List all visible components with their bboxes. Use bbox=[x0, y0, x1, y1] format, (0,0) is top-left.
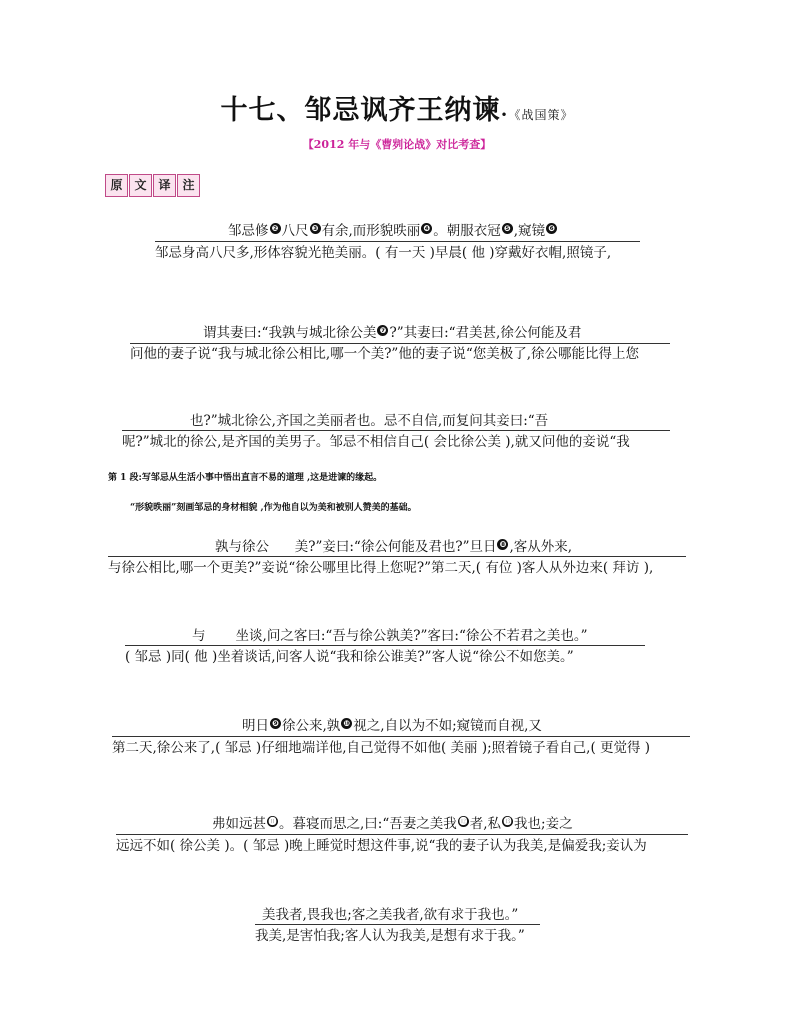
note-marker: ❺ bbox=[502, 223, 513, 234]
note-marker: ⓬ bbox=[459, 817, 468, 826]
text-segment: 徐公来,孰 bbox=[282, 718, 341, 734]
original-line bbox=[262, 906, 518, 924]
note-marker: ❿ bbox=[341, 718, 352, 729]
note-marker: ⓭ bbox=[503, 817, 512, 826]
translation-line: 与徐公相比,哪一个更美?”妾说“徐公哪里比得上您呢?”第二天,( 有位 )客人从外边来( 拜访 ), bbox=[108, 560, 654, 576]
note-marker: ⓫ bbox=[268, 817, 277, 826]
line-rule bbox=[130, 343, 670, 344]
line-rule bbox=[116, 834, 688, 835]
translation-line: 我美,是害怕我;客人认为我美,是想有求于我。” bbox=[255, 928, 525, 944]
lesson-title-text: 十七、邹忌讽齐王纳谏 bbox=[220, 95, 501, 126]
section-tag-char: 注 bbox=[177, 174, 200, 197]
text-segment: ,客从外来, bbox=[509, 539, 573, 555]
text-segment: 邹忌修 bbox=[228, 223, 269, 239]
text-segment: 谓其妻曰:“我孰与城北徐公美 bbox=[203, 325, 377, 341]
original-line bbox=[212, 815, 573, 833]
translation-line: 远远不如( 徐公美 )。( 邹忌 )晚上睡觉时想这件事,说“我的妻子认为我美,是偏爱我;妾认为 bbox=[116, 838, 647, 854]
text-segment: 我也;妾之 bbox=[514, 816, 573, 832]
text-segment: ,窥镜 bbox=[513, 223, 546, 239]
lesson-source: •《战国策》 bbox=[500, 108, 574, 122]
text-segment: 明日 bbox=[242, 718, 269, 734]
text-segment: 与 坐谈,问之客曰:“吾与徐公孰美?”客曰:“徐公不若君之美也。” bbox=[192, 628, 588, 644]
text-segment: 有余,而形貌昳丽 bbox=[321, 223, 421, 239]
paragraph-note: 第 1 段:写邹忌从生活小事中悟出直言不易的道理 ,这是进谏的缘起。 bbox=[108, 473, 383, 483]
section-tag-char: 译 bbox=[153, 174, 176, 197]
note-marker: ❷ bbox=[270, 223, 281, 234]
original-line bbox=[228, 222, 558, 240]
exam-note: 【2012 年与《曹刿论战》对比考查】 bbox=[302, 138, 492, 151]
original-line bbox=[242, 717, 542, 735]
translation-line: 问他的妻子说“我与城北徐公相比,哪一个美?”他的妻子说“您美极了,徐公哪能比得上您 bbox=[130, 346, 640, 362]
phrase-note: “形貌昳丽”刻画邹忌的身材相貌 ,作为他自以为美和被别人赞美的基础。 bbox=[130, 503, 417, 513]
line-rule bbox=[125, 645, 645, 646]
translation-line: 第二天,徐公来了,( 邹忌 )仔细地端详他,自己觉得不如他( 美丽 );照着镜子看自己,( 更觉得 ) bbox=[112, 740, 651, 756]
note-marker: ❽ bbox=[497, 539, 508, 550]
text-segment: 弗如远甚 bbox=[212, 816, 266, 832]
note-marker: ❼ bbox=[377, 325, 388, 336]
note-marker: ❸ bbox=[310, 223, 321, 234]
line-rule bbox=[112, 736, 690, 737]
original-line bbox=[203, 324, 581, 342]
text-segment: 。朝服衣冠 bbox=[433, 223, 501, 239]
text-segment: 者,私 bbox=[469, 816, 502, 832]
line-rule bbox=[255, 924, 540, 925]
note-marker: ❹ bbox=[421, 223, 432, 234]
text-segment: 美我者,畏我也;客之美我者,欲有求于我也。” bbox=[262, 907, 519, 923]
translation-line: 邹忌身高八尺多,形体容貌光艳美丽。( 有一天 )早晨( 他 )穿戴好衣帽,照镜子, bbox=[155, 245, 612, 261]
original-line bbox=[215, 538, 572, 556]
text-segment: 。暮寝而思之,曰:“吾妻之美我 bbox=[279, 816, 457, 832]
section-tag-char: 原 bbox=[105, 174, 128, 197]
translation-line: ( 邹忌 )同( 他 )坐着谈话,问客人说“我和徐公谁美?”客人说“徐公不如您美。” bbox=[125, 649, 574, 665]
text-segment: 孰与徐公 美?”妾曰:“徐公何能及君也?”旦日 bbox=[215, 539, 497, 555]
line-rule bbox=[108, 556, 686, 557]
lesson-title bbox=[0, 88, 794, 127]
text-segment: 也?”城北徐公,齐国之美丽者也。忌不自信,而复问其妾曰:“吾 bbox=[190, 413, 549, 429]
text-segment: 视之,自以为不如;窥镜而自视,又 bbox=[353, 718, 542, 734]
note-marker: ❻ bbox=[546, 223, 557, 234]
translation-line: 呢?”城北的徐公,是齐国的美男子。邹忌不相信自己( 会比徐公美 ),就又问他的妾说“我 bbox=[122, 434, 630, 450]
section-tag bbox=[105, 174, 201, 197]
text-segment: 八尺 bbox=[281, 223, 309, 239]
original-line bbox=[192, 627, 588, 645]
section-tag-char: 文 bbox=[129, 174, 152, 197]
original-line bbox=[190, 412, 548, 430]
note-marker: ❾ bbox=[270, 718, 281, 729]
text-segment: ?”其妻曰:“君美甚,徐公何能及君 bbox=[389, 325, 582, 341]
line-rule bbox=[155, 241, 640, 242]
line-rule bbox=[122, 430, 670, 431]
